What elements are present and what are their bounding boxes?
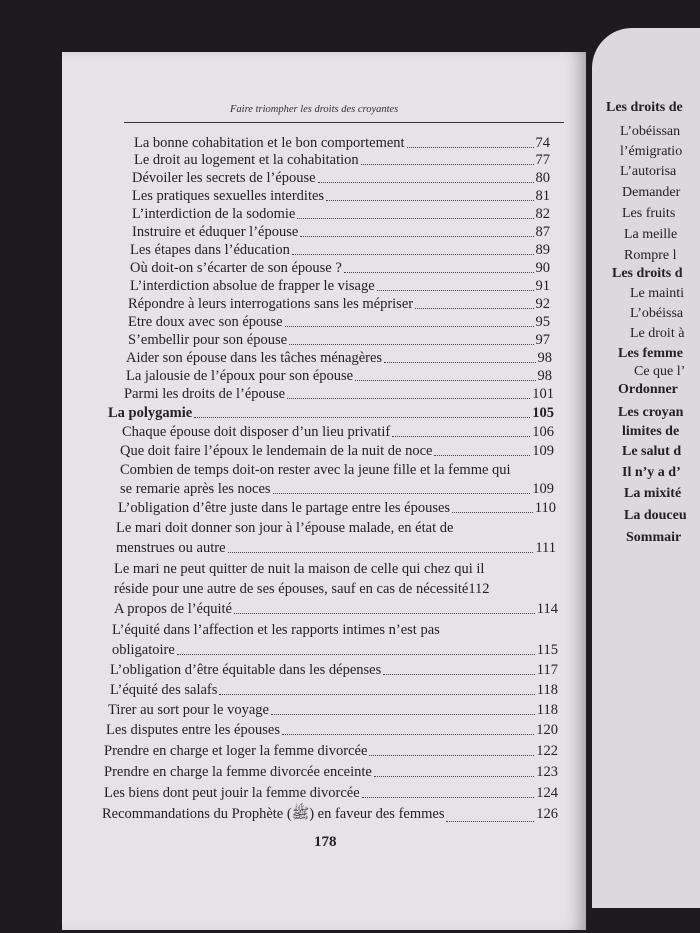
toc-entry-title: obligatoire (112, 642, 175, 658)
right-page-line: Il n’y a d’ (622, 465, 681, 480)
toc-entry-page: 77 (535, 152, 550, 168)
toc-entry-title: La bonne cohabitation et le bon comportement (134, 135, 405, 151)
toc-entry-page: 124 (536, 785, 558, 801)
dot-leader (273, 493, 531, 494)
toc-entry (128, 314, 550, 331)
right-page-line: Les femme (618, 346, 683, 361)
dot-leader (228, 552, 534, 553)
right-page-line: Le salut d (622, 444, 682, 459)
toc-entry-title: menstrues ou autre (116, 540, 226, 556)
toc-entry-page: 117 (536, 662, 558, 678)
running-header: Faire triompher les droits des croyantes (230, 104, 399, 115)
toc-entry-title: Etre doux avec son épouse (128, 314, 283, 330)
toc-entry-page: 115 (536, 642, 558, 658)
toc-entry (132, 188, 550, 205)
toc-entry-title: Répondre à leurs interrogations sans les mépriser (128, 296, 414, 312)
dot-leader (326, 200, 533, 201)
toc-entry-page: 123 (536, 764, 558, 780)
right-page-line: Les droits d (612, 266, 683, 281)
dot-leader (369, 755, 534, 756)
toc-entry-title: Combien de temps doit-on rester avec la jeune fille et la femme qui (120, 462, 511, 478)
right-page-line: Les fruits (622, 206, 676, 221)
toc-entry-page: 109 (532, 481, 554, 497)
dot-leader (415, 308, 533, 309)
toc-entry (102, 805, 558, 826)
toc-entry-title: L’obligation d’être équitable dans les dépenses (110, 662, 382, 678)
toc-entry (126, 368, 552, 385)
toc-entry-page: 98 (537, 368, 552, 384)
toc-entry-title: Dévoiler les secrets de l’épouse (132, 170, 316, 186)
right-page-line: Demander (622, 185, 681, 200)
toc-entry (130, 278, 550, 295)
toc-entry-title: Les biens dont peut jouir la femme divorcée (104, 785, 360, 801)
dot-leader (383, 674, 535, 675)
toc-entry-title: Où doit-on s’écarter de son épouse ? (130, 260, 342, 276)
toc-entry (122, 424, 554, 441)
toc-entry-page: 90 (535, 260, 550, 276)
dot-leader (355, 380, 535, 381)
toc-entry-page: 89 (535, 242, 550, 258)
toc-entry (130, 242, 550, 259)
right-page-line: Ordonner (618, 382, 678, 397)
right-page-line: L’autorisa (620, 164, 677, 179)
right-page-line: Ce que l’ (634, 364, 686, 379)
dot-leader (362, 797, 535, 798)
dot-leader (407, 147, 534, 148)
dot-leader (374, 776, 534, 777)
toc-entry-title: Le mari ne peut quitter de nuit la maison de celle qui chez qui il (114, 561, 485, 577)
toc-entry-page: 101 (532, 386, 554, 402)
toc-entry-page: 118 (536, 682, 558, 698)
toc-entry-title: L’interdiction de la sodomie (132, 206, 296, 222)
dot-leader (361, 164, 534, 165)
toc-entry (106, 722, 558, 739)
toc-entry-page: 120 (536, 722, 558, 738)
toc-entry-title: Que doit faire l’époux le lendemain de la nuit de noce (120, 443, 433, 459)
toc-entry-page: 97 (535, 332, 550, 348)
toc-entry (110, 682, 558, 699)
toc-entry-page: 109 (532, 443, 554, 459)
toc-entry-title: S’embellir pour son épouse (128, 332, 288, 348)
toc-entry (112, 642, 558, 659)
toc-entry (134, 135, 550, 152)
toc-entry-title: Instruire et éduquer l’épouse (132, 224, 299, 240)
right-page-line: La douceu (624, 508, 687, 523)
dot-leader (285, 326, 534, 327)
toc-entry-page: 126 (536, 806, 558, 822)
toc-entry (132, 170, 550, 187)
toc-entry-title: Le mari doit donner son jour à l’épouse malade, en état de (116, 520, 454, 536)
toc-entry-title: Tirer au sort pour le voyage (108, 702, 269, 718)
toc-entry-title: Recommandations du Prophète (ﷺ) en faveur des femmes (102, 806, 445, 822)
toc-entry (120, 443, 554, 460)
toc-entry-page: 95 (535, 314, 550, 330)
toc-entry-title: Les étapes dans l’éducation (130, 242, 290, 258)
toc-entry (128, 296, 550, 313)
toc-entry (104, 785, 558, 802)
toc-section-title: La polygamie (108, 405, 193, 421)
right-page-line: Rompre l (624, 248, 677, 263)
toc-entry (132, 224, 550, 241)
right-page-line: La meille (624, 227, 678, 242)
toc-entry (130, 260, 550, 277)
right-page-line: Le mainti (630, 286, 685, 301)
right-page-line: Les croyan (618, 405, 684, 420)
dot-leader (271, 714, 535, 715)
dot-leader (287, 398, 530, 399)
toc-entry-page: 110 (534, 500, 556, 516)
toc-entry-page: 98 (537, 350, 552, 366)
toc-section (108, 405, 554, 422)
toc-entry (104, 764, 558, 781)
dot-leader (219, 694, 534, 695)
right-page-line: limites de (622, 424, 680, 439)
dot-leader (434, 455, 530, 456)
toc-entry-page: 106 (532, 424, 554, 440)
toc-entry-title: L’équité dans l’affection et les rapports intimes n’est pas (112, 622, 440, 638)
toc-entry (114, 581, 558, 598)
toc-entry-page: 80 (535, 170, 550, 186)
page-number: 178 (314, 834, 337, 850)
dot-leader (300, 236, 533, 237)
dot-leader (297, 218, 533, 219)
dot-leader (446, 821, 534, 822)
dot-leader (282, 734, 534, 735)
toc-entry-page: 74 (535, 135, 550, 151)
dot-leader (452, 512, 533, 513)
right-page-line: l’émigratio (620, 144, 683, 159)
dot-leader (384, 362, 535, 363)
toc-entry (124, 386, 554, 403)
toc-entry-title: Prendre en charge et loger la femme divorcée (104, 743, 368, 759)
toc-entry-title: Les disputes entre les épouses (106, 722, 280, 738)
toc-section-page: 105 (532, 405, 554, 421)
dot-leader (194, 417, 530, 418)
toc-entry-title: L’interdiction absolue de frapper le visage (130, 278, 375, 294)
toc-entry-title: Les pratiques sexuelles interdites (132, 188, 325, 204)
toc-entry-title: Prendre en charge la femme divorcée enceinte (104, 764, 372, 780)
right-page-line: L’obéissan (620, 124, 681, 139)
toc-entry-title: Le droit au logement et la cohabitation (134, 152, 359, 168)
toc-entry (132, 206, 550, 223)
toc-entry-title: se remarie après les noces (120, 481, 271, 497)
toc-entry-page: 111 (535, 540, 556, 556)
right-page-line: L’obéissa (630, 306, 684, 321)
toc-entry (108, 702, 558, 719)
toc-entry-page: 122 (536, 743, 558, 759)
toc-entry-title: Chaque épouse doit disposer d’un lieu privatif (122, 424, 391, 440)
toc-entry (120, 481, 554, 498)
right-page-line: Les droits de (606, 100, 683, 115)
dot-leader (292, 254, 534, 255)
toc-entry (104, 743, 558, 760)
dot-leader (177, 654, 535, 655)
dot-leader (289, 344, 533, 345)
toc-entry (110, 662, 558, 679)
toc-entry-title: A propos de l’équité (114, 601, 232, 617)
dot-leader (392, 436, 530, 437)
toc-entry-page: 112 (468, 581, 490, 597)
dot-leader (377, 290, 534, 291)
dot-leader (318, 182, 534, 183)
dot-leader (344, 272, 534, 273)
dot-leader (234, 613, 535, 614)
toc-entry-title: Aider son épouse dans les tâches ménagères (126, 350, 383, 366)
toc-entry-page: 82 (535, 206, 550, 222)
right-page-line: Le droit à (630, 326, 685, 341)
right-page-line: La mixité (624, 486, 682, 501)
toc-entry-title: L’équité des salafs (110, 682, 218, 698)
toc-entry (134, 152, 550, 169)
toc-entry (116, 540, 556, 557)
toc-entry-page: 118 (536, 702, 558, 718)
toc-entry-page: 81 (535, 188, 550, 204)
toc-entry-title: Parmi les droits de l’épouse (124, 386, 286, 402)
toc-entry-page: 87 (535, 224, 550, 240)
toc-entry (118, 500, 556, 517)
toc-entry-title: L’obligation d’être juste dans le partage entre les épouses (118, 500, 451, 516)
toc-entry-title: réside pour une autre de ses épouses, sauf en cas de nécessité (114, 581, 469, 597)
toc-entry-page: 92 (535, 296, 550, 312)
toc-entry (114, 601, 558, 618)
toc-entry-page: 91 (535, 278, 550, 294)
toc-entry (128, 332, 550, 349)
toc-entry-title: La jalousie de l’époux pour son épouse (126, 368, 354, 384)
toc-entry (126, 350, 552, 367)
toc-entry-page: 114 (536, 601, 558, 617)
right-page-line: Sommair (626, 530, 682, 545)
